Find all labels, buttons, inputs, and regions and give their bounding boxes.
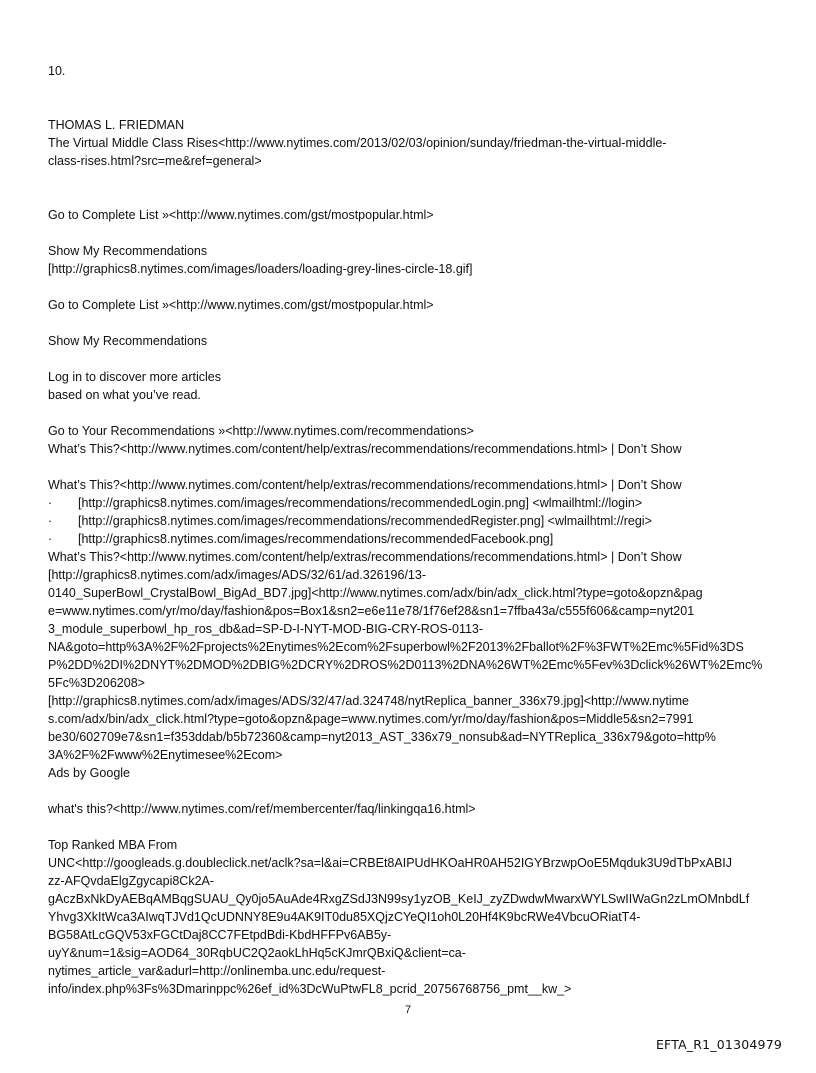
mba-ad-link-line[interactable]: UNC<http://googleads.g.doubleclick.net/aclk?sa=l&ai=CRBEt8AIPUdHKOaHR0AH52IGYBrzwpOoE5Mqduk3U9dTbPxABIJ: [48, 856, 733, 870]
ad-link-line[interactable]: P%2DD%2DI%2DNYT%2DMOD%2DBIG%2DCRY%2DROS%2D0113%2DNA%26WT%2Emc%5Fev%3Dclick%26WT%2Emc%: [48, 658, 763, 672]
ad-link-line[interactable]: [http://graphics8.nytimes.com/adx/images/ADS/32/61/ad.326196/13-: [48, 568, 426, 582]
complete-list-link[interactable]: Go to Complete List »<http://www.nytimes.com/gst/mostpopular.html>: [48, 208, 434, 222]
mba-ad-link-line[interactable]: uyY&num=1&sig=AOD64_30RqbUC2Q2aokLhHq5cKJmrQBxiQ&client=ca-: [48, 946, 466, 960]
ad-link-line[interactable]: e=www.nytimes.com/yr/mo/day/fashion&pos=Box1&sn2=e6e11e78/1f76ef28&sn1=7ffba43a/c555f606&camp=nyt201: [48, 604, 695, 618]
spacer: [48, 350, 778, 368]
spacer: [48, 80, 778, 116]
bates-number: EFTA_R1_01304979: [655, 1037, 782, 1052]
bullet-icon: ·: [48, 532, 53, 546]
whats-this-link[interactable]: What’s This?<http://www.nytimes.com/content/help/extras/recommendations/recommendations.html> | Don’t Show: [48, 550, 682, 564]
spacer: [48, 314, 778, 332]
item-number: 10.: [48, 64, 66, 78]
headline-link[interactable]: The Virtual Middle Class Rises<http://www.nytimes.com/2013/02/03/opinion/sunday/friedman-the-virtual-middle-: [48, 136, 667, 150]
ad-link-line[interactable]: be30/602709e7&sn1=f353ddab/b5b72360&camp=nyt2013_AST_336x79_nonsub&ad=NYTReplica_336x79&goto=http%: [48, 730, 716, 744]
list-item-text: [http://graphics8.nytimes.com/images/recommendations/recommendedFacebook.png]: [78, 532, 554, 546]
list-item-text: [http://graphics8.nytimes.com/images/recommendations/recommendedLogin.png] <wlmailhtml://login>: [78, 496, 643, 510]
document-body: [48, 62, 778, 998]
your-recommendations-link[interactable]: Go to Your Recommendations »<http://www.nytimes.com/recommendations>: [48, 424, 474, 438]
login-prompt: Log in to discover more articles: [48, 370, 221, 384]
mba-ad-link-line[interactable]: gAczBxNkDyAEBqAMBqgSUAU_Qy0jo5AuAde4RxgZSdJ3N99sy1yzOB_KeIJ_zyZDwdwMwarxWYLSwIIWaGn2zLmOMnbdLf: [48, 892, 750, 906]
login-prompt-continued: based on what you’ve read.: [48, 388, 201, 402]
page-number: 7: [404, 1004, 412, 1016]
spacer: [48, 224, 778, 242]
ad-link-line[interactable]: NA&goto=http%3A%2F%2Fprojects%2Enytimes%2Ecom%2Fsuperbowl%2F2013%2Fballot%2F%3FWT%2Emc%5Fid%3DS: [48, 640, 744, 654]
ad-link-line[interactable]: 3_module_superbowl_hp_ros_db&ad=SP-D-I-NYT-MOD-BIG-CRY-ROS-0113-: [48, 622, 484, 636]
spacer: [48, 170, 778, 206]
whats-this-link[interactable]: What’s This?<http://www.nytimes.com/content/help/extras/recommendations/recommendations.html> | Don’t Show: [48, 478, 682, 492]
mba-ad-link-line[interactable]: nytimes_article_var&adurl=http://onlinemba.unc.edu/request-: [48, 964, 386, 978]
loader-image-ref: [http://graphics8.nytimes.com/images/loaders/loading-grey-lines-circle-18.gif]: [48, 262, 473, 276]
mba-ad-title: Top Ranked MBA From: [48, 838, 178, 852]
list-item-text: [http://graphics8.nytimes.com/images/recommendations/recommendedRegister.png] <wlmailhtml://regi>: [78, 514, 652, 528]
bullet-icon: ·: [48, 514, 53, 528]
author-name: THOMAS L. FRIEDMAN: [48, 118, 185, 132]
complete-list-link[interactable]: Go to Complete List »<http://www.nytimes.com/gst/mostpopular.html>: [48, 298, 434, 312]
list-item[interactable]: [48, 494, 778, 512]
mba-ad-link-line[interactable]: Yhvg3XkItWca3AIwqTJVd1QcUDNNY8E9u4AK9IT0du85XQjzCYeQI1oh0L20Hf4K9bcRWe4VbcuORiatT4-: [48, 910, 641, 924]
spacer: [48, 458, 778, 476]
spacer: [48, 818, 778, 836]
whats-this-faq-link[interactable]: what's this?<http://www.nytimes.com/ref/membercenter/faq/linkingqa16.html>: [48, 802, 476, 816]
bullet-icon: ·: [48, 496, 53, 510]
ads-by-google-label: Ads by Google: [48, 766, 130, 780]
whats-this-link[interactable]: What’s This?<http://www.nytimes.com/content/help/extras/recommendations/recommendations.html> | Don’t Show: [48, 442, 682, 456]
mba-ad-link-line[interactable]: BG58AtLcGQV53xFGCtDaj8CC7FEtpdBdi-KbdHFFPv6AB5y-: [48, 928, 392, 942]
spacer: [48, 782, 778, 800]
ad-link-line[interactable]: 5Fc%3D206208>: [48, 676, 145, 690]
mba-ad-link-line[interactable]: info/index.php%3Fs%3Dmarinppc%26ef_id%3DcWuPtwFL8_pcrid_20756768756_pmt__kw_>: [48, 982, 572, 996]
mba-ad-link-line[interactable]: zz-AFQvdaElgZgycapi8Ck2A-: [48, 874, 215, 888]
spacer: [48, 278, 778, 296]
ad-link-line[interactable]: 0140_SuperBowl_CrystalBowl_BigAd_BD7.jpg]<http://www.nytimes.com/adx/bin/adx_click.html?type=goto&opzn&pag: [48, 586, 703, 600]
show-recommendations[interactable]: Show My Recommendations: [48, 244, 208, 258]
show-recommendations[interactable]: Show My Recommendations: [48, 334, 208, 348]
headline-link-continued[interactable]: class-rises.html?src=me&ref=general>: [48, 154, 262, 168]
spacer: [48, 404, 778, 422]
ad-link-line[interactable]: 3A%2F%2Fwww%2Enytimesee%2Ecom>: [48, 748, 283, 762]
ad-link-line[interactable]: s.com/adx/bin/adx_click.html?type=goto&opzn&page=www.nytimes.com/yr/mo/day/fashion&pos=Middle5&sn2=7991: [48, 712, 694, 726]
list-item[interactable]: [48, 530, 778, 548]
list-item[interactable]: [48, 512, 778, 530]
ad-link-line[interactable]: [http://graphics8.nytimes.com/adx/images/ADS/32/47/ad.324748/nytReplica_banner_336x79.jpg]<http://www.nytime: [48, 694, 689, 708]
